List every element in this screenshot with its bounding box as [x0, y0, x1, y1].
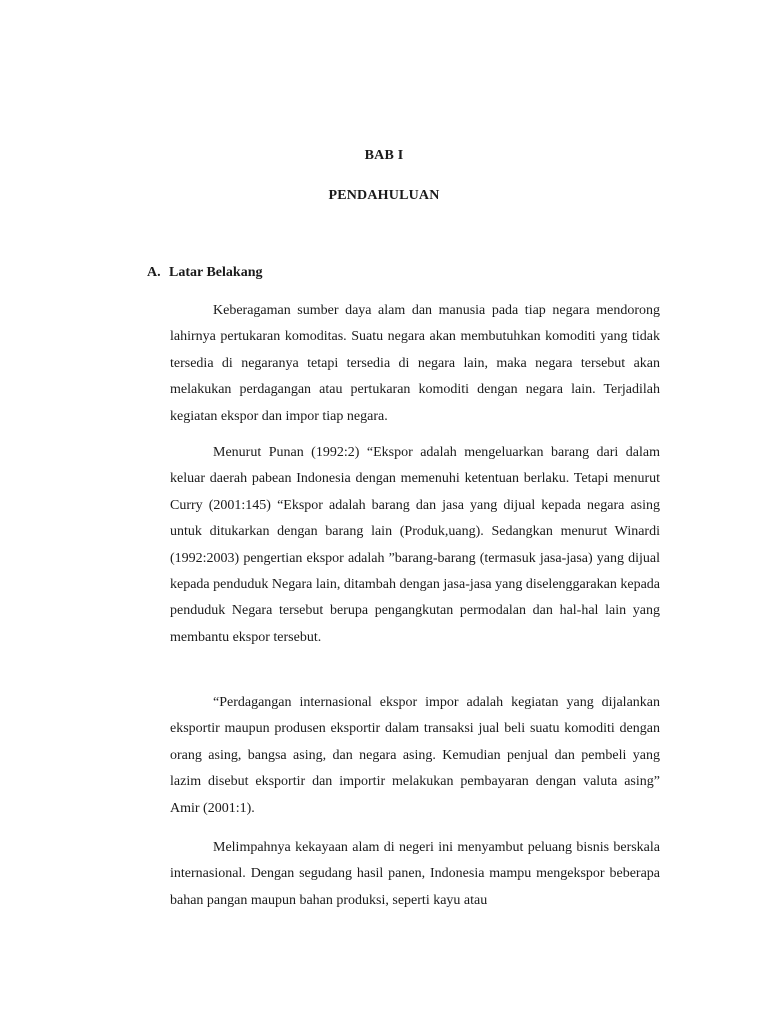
chapter-title: PENDAHULUAN: [328, 188, 440, 203]
section-number: A.: [147, 265, 161, 280]
chapter-number: BAB I: [364, 148, 404, 163]
paragraph-2: Menurut Punan (1992:2) “Ekspor adalah mengeluarkan barang dari dalam keluar daerah pabean Indonesia dengan memenuhi ketentuan berlaku. Tetapi menurut Curry (2001:145) “Ekspor adalah barang dan jasa yang dijual kepada negara asing untuk ditukarkan dengan barang lain (Produk,uang). Sedangkan menurut Winardi (1992:2003) pengertian ekspor adalah ”barang-barang (termasuk jasa-jasa) yang dijual kepada penduduk Negara lain, ditambah dengan jasa-jasa yang diselenggarakan kepada penduduk Negara tersebut berupa pengangkutan permodalan dan hal-hal lain yang membantu ekspor tersebut.: [170, 445, 660, 645]
paragraph-3: “Perdagangan internasional ekspor impor adalah kegiatan yang dijalankan eksportir maupun produsen eksportir dalam transaksi jual beli suatu komoditi dengan orang asing, bangsa asing, dan negara asing. Kemudian penjual dan pembeli yang lazim disebut eksportir dan importir melakukan pembayaran dengan valuta asing” Amir (2001:1).: [170, 695, 660, 816]
section-heading: [147, 265, 262, 281]
section-title: Latar Belakang: [169, 265, 263, 280]
paragraph-1: Keberagaman sumber daya alam dan manusia pada tiap negara mendorong lahirnya pertukaran komoditas. Suatu negara akan membutuhkan komoditi yang tidak tersedia di negaranya tetapi tersedia di negara lain, maka negara tersebut akan melakukan perdagangan atau pertukaran komoditi dengan negara lain. Terjadilah kegiatan ekspor dan impor tiap negara.: [170, 303, 660, 424]
paragraph-4: Melimpahnya kekayaan alam di negeri ini menyambut peluang bisnis berskala internasional. Dengan segudang hasil panen, Indonesia mampu mengekspor beberapa bahan pangan maupun bahan produksi, seperti kayu atau: [170, 840, 660, 908]
